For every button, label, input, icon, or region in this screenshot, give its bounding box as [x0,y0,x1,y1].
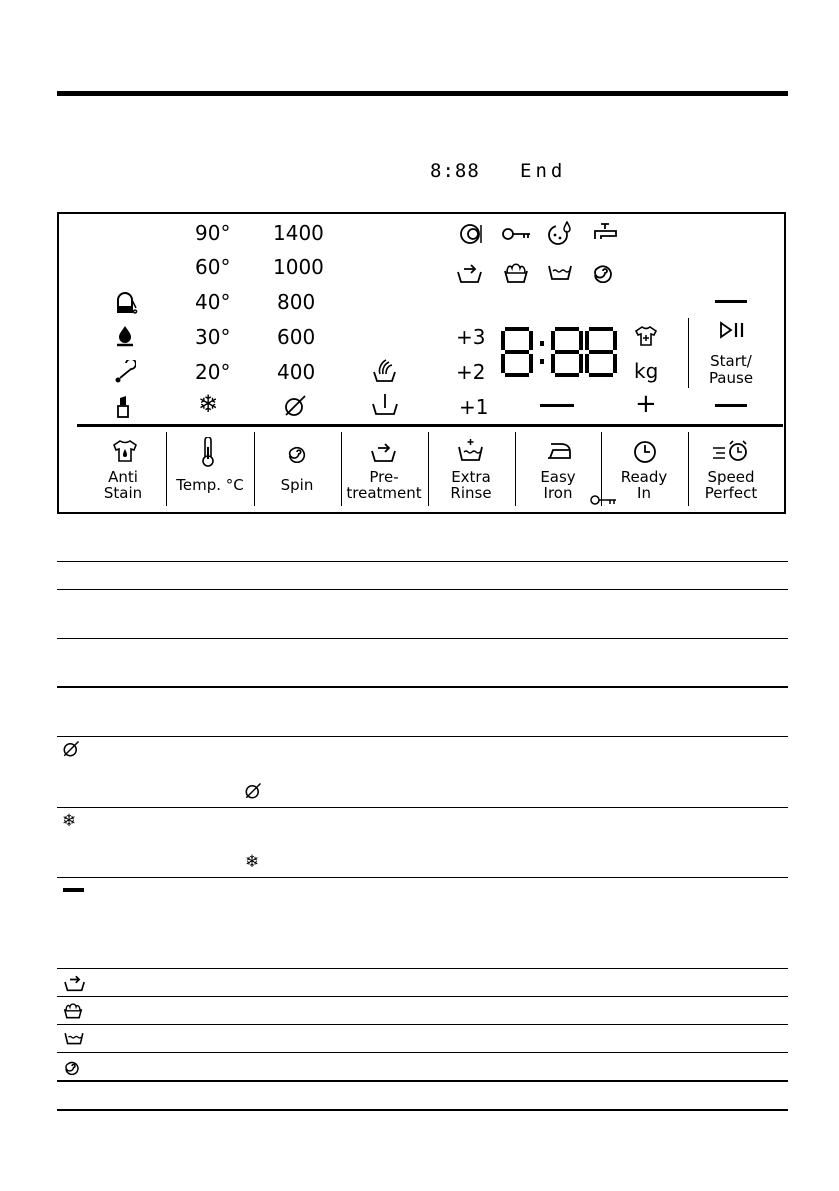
wash-icon [62,1000,84,1020]
speed-perfect-label-1[interactable]: Speed [707,468,755,486]
easy-iron-label-1[interactable]: Easy [540,468,576,486]
spiral-icon[interactable] [286,441,308,463]
pretreatment-label-1[interactable]: Pre- [369,468,399,486]
clock-icon[interactable] [632,439,658,465]
table-rule [57,638,788,639]
level-plus1: +1 [459,395,489,419]
table-rule [57,968,788,969]
pretreatment-icon [62,972,88,992]
stain-grass-icon [112,360,136,384]
spin-label[interactable]: Spin [280,476,314,494]
delicate-hand-icon [370,356,398,384]
temp-30: 30° [195,325,231,349]
extra-rinse-label-1[interactable]: Extra [451,468,491,486]
table-rule [57,589,788,590]
temp-20: 20° [195,360,231,384]
no-spin-icon [244,782,262,800]
snowflake-icon: ❄ [245,852,260,872]
display-digits [500,326,618,378]
temp-label[interactable]: Temp. °C [176,476,244,494]
child-lock-key-icon [502,226,532,242]
spin-800: 800 [277,290,316,314]
easy-iron-label-2[interactable]: Iron [543,484,573,502]
alarm-speed-icon[interactable] [711,439,751,463]
no-spin-icon [62,740,80,758]
thermometer-icon[interactable] [201,437,215,467]
child-lock-small-icon [590,493,618,507]
stain-bottle-icon [114,288,140,314]
extra-rinse-icon[interactable] [456,437,486,463]
table-rule [57,686,788,688]
tshirt-stain-icon[interactable] [112,439,138,463]
temp-90: 90° [195,221,231,245]
table-rule [57,561,788,562]
table-rule [57,736,788,737]
spin-400: 400 [277,360,316,384]
status-pretreatment-icon [455,260,485,284]
spin-1000: 1000 [273,255,324,279]
start-pause-label-1[interactable]: Start/ [710,352,752,370]
start-dash-top [715,300,747,303]
speed-perfect-label-2[interactable]: Perfect [704,484,758,502]
extra-rinse-label-2[interactable]: Rinse [450,484,492,502]
status-spin-icon [591,259,615,283]
ready-in-label-1[interactable]: Ready [620,468,668,486]
spin-icon [63,1057,81,1075]
load-tshirt-icon [634,325,658,347]
unit-kg: kg [634,359,659,383]
level-plus3: +3 [456,325,486,349]
rinse-icon [62,1030,86,1046]
status-wash-icon [502,259,530,285]
level-plus2: +2 [456,360,486,384]
anti-stain-label-1[interactable]: Anti [108,468,138,486]
btn-sep [254,432,255,506]
snowflake-icon: ❄ [198,390,219,418]
start-pause-label-2[interactable]: Pause [708,369,754,387]
plus-indicator: + [635,389,657,419]
stain-drop-icon [114,324,136,348]
table-rule [57,996,788,997]
anti-stain-label-2[interactable]: Stain [103,484,143,502]
spin-600: 600 [277,325,316,349]
water-tap-icon [592,222,618,246]
btn-sep [166,432,167,506]
table-rule [57,1109,788,1111]
display-time-preview: 8:88 [430,160,480,182]
pretreatment-icon[interactable] [369,439,399,463]
dash-icon [63,888,84,892]
top-rule [57,91,788,96]
spin-1400: 1400 [273,221,324,245]
table-rule [57,1052,788,1053]
start-dash-bottom [715,404,747,407]
no-spin-icon [283,394,307,418]
table-rule [57,1024,788,1025]
display-end-preview: End [520,160,567,182]
status-rinse-icon [546,262,574,282]
hand-wash-icon [370,392,400,418]
drum-drop-icon [546,221,574,247]
ready-in-label-2[interactable]: In [637,484,651,502]
temp-60: 60° [195,255,231,279]
temp-40: 40° [195,290,231,314]
snowflake-icon: ❄ [62,811,77,831]
start-pause-icon[interactable] [718,320,746,340]
start-separator [688,318,689,388]
iron-icon[interactable] [545,440,573,462]
table-rule [57,1080,788,1082]
table-rule [57,807,788,808]
stain-lipstick-icon [116,395,130,419]
table-rule [57,877,788,878]
pretreatment-label-2[interactable]: treatment [346,484,422,502]
minus-indicator [540,404,574,407]
panel-divider [77,424,783,427]
drum-clean-icon [458,222,486,246]
